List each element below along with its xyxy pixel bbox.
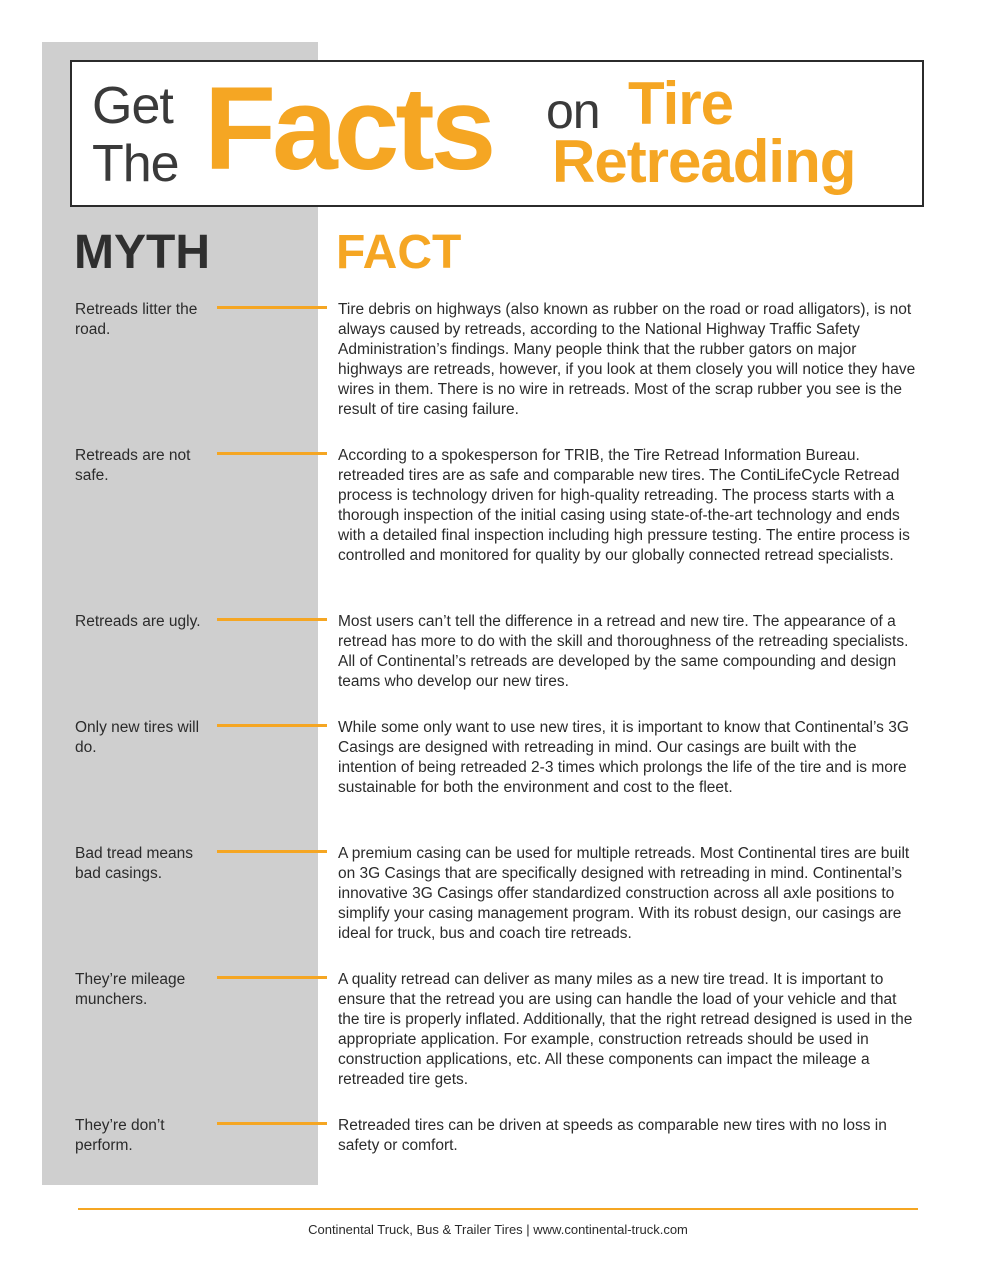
fact-text: A quality retread can deliver as many miles as a new tire tread. It is important to ensure that the retread you are using can handle the load of your vehicle and that the tire is properly inflated. Additionally, that the right retread designed is used in the appropriate application. For example, construction retreads should be used in construction applications, etc. All these components can impact the mileage a retreaded tire gets. — [338, 971, 913, 1088]
title-box — [70, 60, 924, 207]
title-get: Get — [92, 77, 173, 135]
myth-text: Bad tread means bad casings. — [75, 845, 194, 882]
myth-heading: MYTH — [74, 226, 210, 279]
connector-line — [217, 850, 327, 853]
myth-text: They’re don’t perform. — [75, 1117, 165, 1154]
myth-text: Retreads are ugly. — [75, 613, 201, 630]
footer-divider — [78, 1208, 918, 1210]
fact-text: Retreaded tires can be driven at speeds as comparable new tires with no loss in safety or comfort. — [338, 1117, 887, 1154]
title-the: The — [92, 135, 179, 193]
title-tire: Tire — [628, 70, 733, 137]
fact-text: Most users can’t tell the difference in a retread and new tire. The appearance of a retread has more to do with the skill and thoroughness of the retreading specialists. All of Continental’s retreads are developed by the same compounding and design teams who develop our new tires. — [338, 613, 909, 690]
connector-line — [217, 452, 327, 455]
connector-line — [217, 1122, 327, 1125]
title-on: on — [546, 83, 600, 139]
connector-line — [217, 724, 327, 727]
myth-text: Retreads are not safe. — [75, 447, 191, 484]
fact-text: While some only want to use new tires, it is important to know that Continental’s 3G Casings are designed with retreading in mind. Our casings are built with the intention of being retreaded 2-3 times which prolongs the life of the tire and is more sustainable for both the environment and cost to the fleet. — [338, 719, 909, 796]
fact-heading: FACT — [336, 226, 462, 279]
myth-text: Retreads litter the road. — [75, 301, 198, 338]
myth-text: They’re mileage munchers. — [75, 971, 186, 1008]
fact-text: A premium casing can be used for multiple retreads. Most Continental tires are built on 3G Casings that are specifically designed with retreading in mind. Continental’s innovative 3G Casings offer standardized construction across all axle positions to simplify your casing management program. With its robust design, our casings are ideal for truck, bus and coach tire retreads. — [338, 845, 910, 942]
fact-text: According to a spokesperson for TRIB, the Tire Retread Information Bureau. retreaded tires are as safe and comparable new tires. The ContiLifeCycle Retread process is technology driven for high-quality retreading. The process starts with a thorough inspection of the initial casing using state-of-the-art technology and ends with a detailed final inspection including high pressure testing. The entire process is controlled and monitored for quality by our globally connected retread specialists. — [338, 447, 910, 564]
fact-text: Tire debris on highways (also known as rubber on the road or road alligators), is not always caused by retreads, according to the National Highway Traffic Safety Administration’s findings. Many people think that the rubber gators on major highways are retreads, however, if you look at them closely you will notice they have wires in them. There is no wire in retreads. Most of the scrap rubber you see is the result of tire casing failure. — [338, 301, 916, 418]
myth-text: Only new tires will do. — [75, 719, 200, 756]
connector-line — [217, 976, 327, 979]
footer-text: Continental Truck, Bus & Trailer Tires | www.continental-truck.com — [308, 1222, 688, 1237]
title-facts: Facts — [204, 63, 493, 195]
connector-line — [217, 306, 327, 309]
title-retreading: Retreading — [552, 128, 856, 195]
connector-line — [217, 618, 327, 621]
